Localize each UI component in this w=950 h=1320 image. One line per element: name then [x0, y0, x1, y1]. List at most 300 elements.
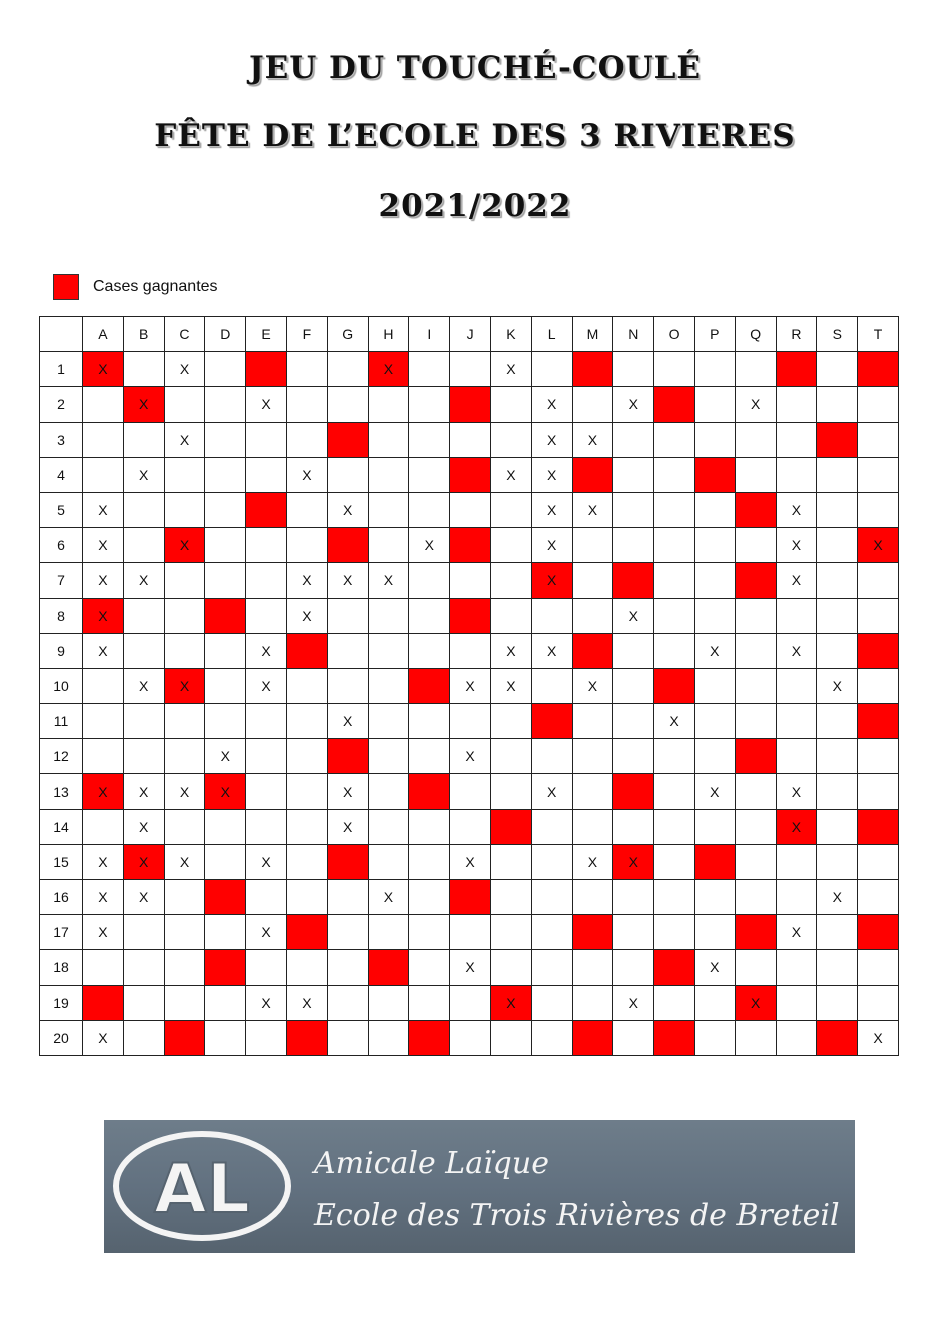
grid-cell-e6 [246, 528, 287, 563]
grid-cell-h15 [368, 844, 409, 879]
grid-cell-a10 [83, 668, 124, 703]
grid-cell-j3 [450, 422, 491, 457]
grid-cell-b3 [123, 422, 164, 457]
grid-cell-r2 [776, 387, 817, 422]
grid-cell-h20 [368, 1020, 409, 1055]
grid-cell-f17 [286, 915, 327, 950]
grid-cell-a16: X [83, 880, 124, 915]
grid-cell-l3: X [531, 422, 572, 457]
grid-cell-n18 [613, 950, 654, 985]
grid-cell-j15: X [450, 844, 491, 879]
grid-cell-b18 [123, 950, 164, 985]
grid-cell-f12 [286, 739, 327, 774]
grid-cell-c6: X [164, 528, 205, 563]
grid-cell-s10: X [817, 668, 858, 703]
grid-row-13 [40, 774, 899, 809]
grid-cell-b19 [123, 985, 164, 1020]
grid-cell-n8: X [613, 598, 654, 633]
grid-cell-s11 [817, 704, 858, 739]
grid-cell-c14 [164, 809, 205, 844]
grid-cell-e11 [246, 704, 287, 739]
banner-line-1: Amicale Laïque [314, 1146, 549, 1181]
grid-cell-d1 [205, 352, 246, 387]
grid-cell-h10 [368, 668, 409, 703]
grid-cell-a2 [83, 387, 124, 422]
row-header: 2 [40, 387, 83, 422]
grid-cell-t16 [858, 880, 899, 915]
grid-cell-e3 [246, 422, 287, 457]
row-header: 9 [40, 633, 83, 668]
row-header: 1 [40, 352, 83, 387]
row-header: 17 [40, 915, 83, 950]
row-header: 8 [40, 598, 83, 633]
grid-cell-j1 [450, 352, 491, 387]
grid-cell-h9 [368, 633, 409, 668]
grid-cell-m19 [572, 985, 613, 1020]
grid-cell-q13 [735, 774, 776, 809]
grid-cell-b15: X [123, 844, 164, 879]
grid-cell-f3 [286, 422, 327, 457]
grid-cell-a8: X [83, 598, 124, 633]
grid-cell-e10: X [246, 668, 287, 703]
grid-cell-c4 [164, 457, 205, 492]
grid-cell-d18 [205, 950, 246, 985]
grid-cell-p12 [694, 739, 735, 774]
grid-cell-a15: X [83, 844, 124, 879]
grid-cell-m9 [572, 633, 613, 668]
grid-cell-g3 [327, 422, 368, 457]
legend-swatch [53, 274, 79, 300]
grid-row-16 [40, 880, 899, 915]
grid-cell-i4 [409, 457, 450, 492]
column-header-l: L [531, 317, 572, 352]
grid-cell-d11 [205, 704, 246, 739]
grid-cell-s6 [817, 528, 858, 563]
grid-cell-g16 [327, 880, 368, 915]
grid-cell-e16 [246, 880, 287, 915]
grid-cell-r4 [776, 457, 817, 492]
grid-row-20 [40, 1020, 899, 1055]
grid-cell-j20 [450, 1020, 491, 1055]
grid-cell-g13: X [327, 774, 368, 809]
row-header: 15 [40, 844, 83, 879]
grid-cell-a7: X [83, 563, 124, 598]
column-header-b: B [123, 317, 164, 352]
grid-cell-t2 [858, 387, 899, 422]
grid-cell-b11 [123, 704, 164, 739]
grid-cell-f19: X [286, 985, 327, 1020]
grid-cell-e17: X [246, 915, 287, 950]
grid-cell-f1 [286, 352, 327, 387]
grid-cell-c15: X [164, 844, 205, 879]
grid-cell-g19 [327, 985, 368, 1020]
grid-cell-b10: X [123, 668, 164, 703]
grid-cell-k10: X [490, 668, 531, 703]
grid-cell-p7 [694, 563, 735, 598]
row-header: 20 [40, 1020, 83, 1055]
grid-cell-m2 [572, 387, 613, 422]
grid-cell-o6 [654, 528, 695, 563]
grid-cell-h16: X [368, 880, 409, 915]
grid-cell-e2: X [246, 387, 287, 422]
amicale-laique-banner [104, 1120, 855, 1253]
grid-corner [40, 317, 83, 352]
grid-cell-d10 [205, 668, 246, 703]
grid-cell-q2: X [735, 387, 776, 422]
grid-cell-i3 [409, 422, 450, 457]
grid-cell-l5: X [531, 492, 572, 527]
column-header-s: S [817, 317, 858, 352]
grid-cell-p1 [694, 352, 735, 387]
grid-cell-o16 [654, 880, 695, 915]
grid-cell-f10 [286, 668, 327, 703]
grid-cell-g9 [327, 633, 368, 668]
grid-cell-p17 [694, 915, 735, 950]
grid-cell-e5 [246, 492, 287, 527]
grid-cell-t3 [858, 422, 899, 457]
grid-cell-l15 [531, 844, 572, 879]
grid-cell-s17 [817, 915, 858, 950]
grid-cell-a13: X [83, 774, 124, 809]
grid-cell-d14 [205, 809, 246, 844]
column-header-d: D [205, 317, 246, 352]
grid-row-1 [40, 352, 899, 387]
grid-cell-o17 [654, 915, 695, 950]
grid-cell-s4 [817, 457, 858, 492]
grid-cell-c1: X [164, 352, 205, 387]
grid-cell-a3 [83, 422, 124, 457]
grid-cell-k8 [490, 598, 531, 633]
grid-cell-b6 [123, 528, 164, 563]
grid-cell-i9 [409, 633, 450, 668]
grid-cell-o3 [654, 422, 695, 457]
grid-cell-n15: X [613, 844, 654, 879]
grid-cell-c8 [164, 598, 205, 633]
grid-cell-b4: X [123, 457, 164, 492]
column-header-o: O [654, 317, 695, 352]
grid-cell-k4: X [490, 457, 531, 492]
grid-cell-i8 [409, 598, 450, 633]
grid-cell-s13 [817, 774, 858, 809]
grid-cell-t13 [858, 774, 899, 809]
grid-cell-e15: X [246, 844, 287, 879]
grid-cell-t18 [858, 950, 899, 985]
grid-row-7 [40, 563, 899, 598]
grid-cell-l10 [531, 668, 572, 703]
grid-cell-h4 [368, 457, 409, 492]
grid-cell-m16 [572, 880, 613, 915]
grid-cell-q14 [735, 809, 776, 844]
grid-cell-i14 [409, 809, 450, 844]
grid-cell-f15 [286, 844, 327, 879]
grid-cell-c19 [164, 985, 205, 1020]
grid-cell-c10: X [164, 668, 205, 703]
grid-cell-s14 [817, 809, 858, 844]
grid-cell-m4 [572, 457, 613, 492]
grid-cell-i17 [409, 915, 450, 950]
grid-row-15 [40, 844, 899, 879]
grid-cell-o12 [654, 739, 695, 774]
grid-cell-f6 [286, 528, 327, 563]
column-header-a: A [83, 317, 124, 352]
grid-cell-j18: X [450, 950, 491, 985]
grid-cell-a6: X [83, 528, 124, 563]
grid-cell-p13: X [694, 774, 735, 809]
grid-cell-p10 [694, 668, 735, 703]
grid-cell-s2 [817, 387, 858, 422]
grid-cell-h11 [368, 704, 409, 739]
grid-cell-r12 [776, 739, 817, 774]
grid-cell-m11 [572, 704, 613, 739]
grid-cell-h17 [368, 915, 409, 950]
grid-cell-r17: X [776, 915, 817, 950]
grid-cell-a19 [83, 985, 124, 1020]
grid-cell-l8 [531, 598, 572, 633]
grid-cell-s18 [817, 950, 858, 985]
grid-cell-q17 [735, 915, 776, 950]
grid-cell-r20 [776, 1020, 817, 1055]
grid-cell-f20 [286, 1020, 327, 1055]
grid-cell-t5 [858, 492, 899, 527]
grid-cell-c12 [164, 739, 205, 774]
grid-cell-p8 [694, 598, 735, 633]
grid-cell-c17 [164, 915, 205, 950]
grid-cell-c7 [164, 563, 205, 598]
grid-cell-s5 [817, 492, 858, 527]
grid-cell-i18 [409, 950, 450, 985]
grid-cell-c13: X [164, 774, 205, 809]
grid-cell-d5 [205, 492, 246, 527]
grid-cell-i15 [409, 844, 450, 879]
grid-cell-g14: X [327, 809, 368, 844]
grid-cell-k5 [490, 492, 531, 527]
grid-cell-n9 [613, 633, 654, 668]
grid-row-19 [40, 985, 899, 1020]
grid-cell-d12: X [205, 739, 246, 774]
grid-cell-o2 [654, 387, 695, 422]
grid-cell-e1 [246, 352, 287, 387]
grid-cell-i5 [409, 492, 450, 527]
grid-cell-j12: X [450, 739, 491, 774]
grid-row-18 [40, 950, 899, 985]
grid-cell-f13 [286, 774, 327, 809]
grid-cell-q10 [735, 668, 776, 703]
grid-cell-q6 [735, 528, 776, 563]
grid-cell-h7: X [368, 563, 409, 598]
grid-cell-s16: X [817, 880, 858, 915]
grid-cell-o1 [654, 352, 695, 387]
grid-cell-m20 [572, 1020, 613, 1055]
grid-cell-p3 [694, 422, 735, 457]
grid-cell-c9 [164, 633, 205, 668]
column-header-p: P [694, 317, 735, 352]
grid-cell-b8 [123, 598, 164, 633]
grid-cell-d19 [205, 985, 246, 1020]
grid-cell-c20 [164, 1020, 205, 1055]
grid-cell-b9 [123, 633, 164, 668]
grid-cell-l7: X [531, 563, 572, 598]
grid-cell-d4 [205, 457, 246, 492]
grid-cell-l11 [531, 704, 572, 739]
grid-cell-f8: X [286, 598, 327, 633]
grid-cell-m7 [572, 563, 613, 598]
grid-cell-j16 [450, 880, 491, 915]
grid-cell-e7 [246, 563, 287, 598]
grid-row-9 [40, 633, 899, 668]
grid-cell-e14 [246, 809, 287, 844]
grid-cell-f11 [286, 704, 327, 739]
grid-cell-a5: X [83, 492, 124, 527]
grid-cell-r5: X [776, 492, 817, 527]
column-header-c: C [164, 317, 205, 352]
grid-cell-t1 [858, 352, 899, 387]
grid-cell-e9: X [246, 633, 287, 668]
grid-cell-f18 [286, 950, 327, 985]
grid-cell-j5 [450, 492, 491, 527]
grid-cell-s20 [817, 1020, 858, 1055]
grid-cell-a9: X [83, 633, 124, 668]
row-header: 14 [40, 809, 83, 844]
grid-cell-m18 [572, 950, 613, 985]
grid-cell-t6: X [858, 528, 899, 563]
grid-cell-d3 [205, 422, 246, 457]
grid-cell-r19 [776, 985, 817, 1020]
grid-cell-b7: X [123, 563, 164, 598]
grid-cell-o15 [654, 844, 695, 879]
row-header: 3 [40, 422, 83, 457]
grid-cell-t9 [858, 633, 899, 668]
grid-cell-i10 [409, 668, 450, 703]
grid-cell-n3 [613, 422, 654, 457]
grid-cell-f16 [286, 880, 327, 915]
grid-cell-j9 [450, 633, 491, 668]
grid-cell-q1 [735, 352, 776, 387]
grid-cell-q19: X [735, 985, 776, 1020]
grid-cell-o9 [654, 633, 695, 668]
grid-cell-g4 [327, 457, 368, 492]
grid-cell-b16: X [123, 880, 164, 915]
grid-cell-c5 [164, 492, 205, 527]
grid-row-6 [40, 528, 899, 563]
grid-cell-d7 [205, 563, 246, 598]
grid-cell-g8 [327, 598, 368, 633]
grid-cell-t17 [858, 915, 899, 950]
grid-cell-j19 [450, 985, 491, 1020]
grid-cell-p14 [694, 809, 735, 844]
grid-row-4 [40, 457, 899, 492]
grid-cell-b5 [123, 492, 164, 527]
page-title-year: 2021/2022 [378, 188, 572, 224]
grid-cell-d16 [205, 880, 246, 915]
grid-cell-q7 [735, 563, 776, 598]
column-header-f: F [286, 317, 327, 352]
grid-cell-g5: X [327, 492, 368, 527]
legend-label: Cases gagnantes [93, 278, 218, 295]
grid-cell-k7 [490, 563, 531, 598]
grid-cell-n2: X [613, 387, 654, 422]
grid-cell-t7 [858, 563, 899, 598]
grid-cell-k14 [490, 809, 531, 844]
grid-cell-n1 [613, 352, 654, 387]
page-title-line-2: FÊTE DE L’ECOLE DES 3 RIVIERES [154, 118, 796, 154]
grid-cell-r6: X [776, 528, 817, 563]
logo-text: AL [154, 1150, 250, 1229]
grid-cell-h18 [368, 950, 409, 985]
grid-cell-j7 [450, 563, 491, 598]
grid-cell-s7 [817, 563, 858, 598]
grid-row-11 [40, 704, 899, 739]
grid-cell-b2: X [123, 387, 164, 422]
grid-cell-c2 [164, 387, 205, 422]
grid-cell-t10 [858, 668, 899, 703]
grid-cell-l2: X [531, 387, 572, 422]
al-logo-icon [104, 1120, 855, 1253]
grid-cell-o13 [654, 774, 695, 809]
grid-cell-t8 [858, 598, 899, 633]
grid-cell-r18 [776, 950, 817, 985]
grid-cell-d15 [205, 844, 246, 879]
grid-cell-e13 [246, 774, 287, 809]
grid-cell-b14: X [123, 809, 164, 844]
grid-cell-b12 [123, 739, 164, 774]
grid-cell-m3: X [572, 422, 613, 457]
grid-cell-q11 [735, 704, 776, 739]
grid-cell-m14 [572, 809, 613, 844]
grid-cell-p5 [694, 492, 735, 527]
grid-cell-g17 [327, 915, 368, 950]
grid-cell-l17 [531, 915, 572, 950]
grid-cell-c18 [164, 950, 205, 985]
grid-cell-m1 [572, 352, 613, 387]
grid-cell-f5 [286, 492, 327, 527]
grid-cell-m15: X [572, 844, 613, 879]
grid-cell-j17 [450, 915, 491, 950]
grid-cell-e19: X [246, 985, 287, 1020]
grid-cell-r11 [776, 704, 817, 739]
grid-cell-g1 [327, 352, 368, 387]
grid-cell-n11 [613, 704, 654, 739]
grid-cell-j4 [450, 457, 491, 492]
grid-cell-i16 [409, 880, 450, 915]
column-header-m: M [572, 317, 613, 352]
grid-cell-n13 [613, 774, 654, 809]
grid-cell-j11 [450, 704, 491, 739]
grid-cell-r10 [776, 668, 817, 703]
grid-cell-d2 [205, 387, 246, 422]
grid-cell-o7 [654, 563, 695, 598]
grid-cell-a11 [83, 704, 124, 739]
grid-cell-r9: X [776, 633, 817, 668]
grid-cell-o8 [654, 598, 695, 633]
grid-cell-a4 [83, 457, 124, 492]
grid-cell-p20 [694, 1020, 735, 1055]
grid-cell-p16 [694, 880, 735, 915]
column-header-g: G [327, 317, 368, 352]
grid-cell-h1: X [368, 352, 409, 387]
grid-cell-q15 [735, 844, 776, 879]
grid-cell-n4 [613, 457, 654, 492]
grid-cell-l16 [531, 880, 572, 915]
grid-cell-i6: X [409, 528, 450, 563]
grid-cell-o20 [654, 1020, 695, 1055]
grid-cell-t19 [858, 985, 899, 1020]
column-header-h: H [368, 317, 409, 352]
grid-cell-c11 [164, 704, 205, 739]
grid-cell-n7 [613, 563, 654, 598]
grid-cell-f4: X [286, 457, 327, 492]
grid-cell-j6 [450, 528, 491, 563]
grid-cell-o19 [654, 985, 695, 1020]
